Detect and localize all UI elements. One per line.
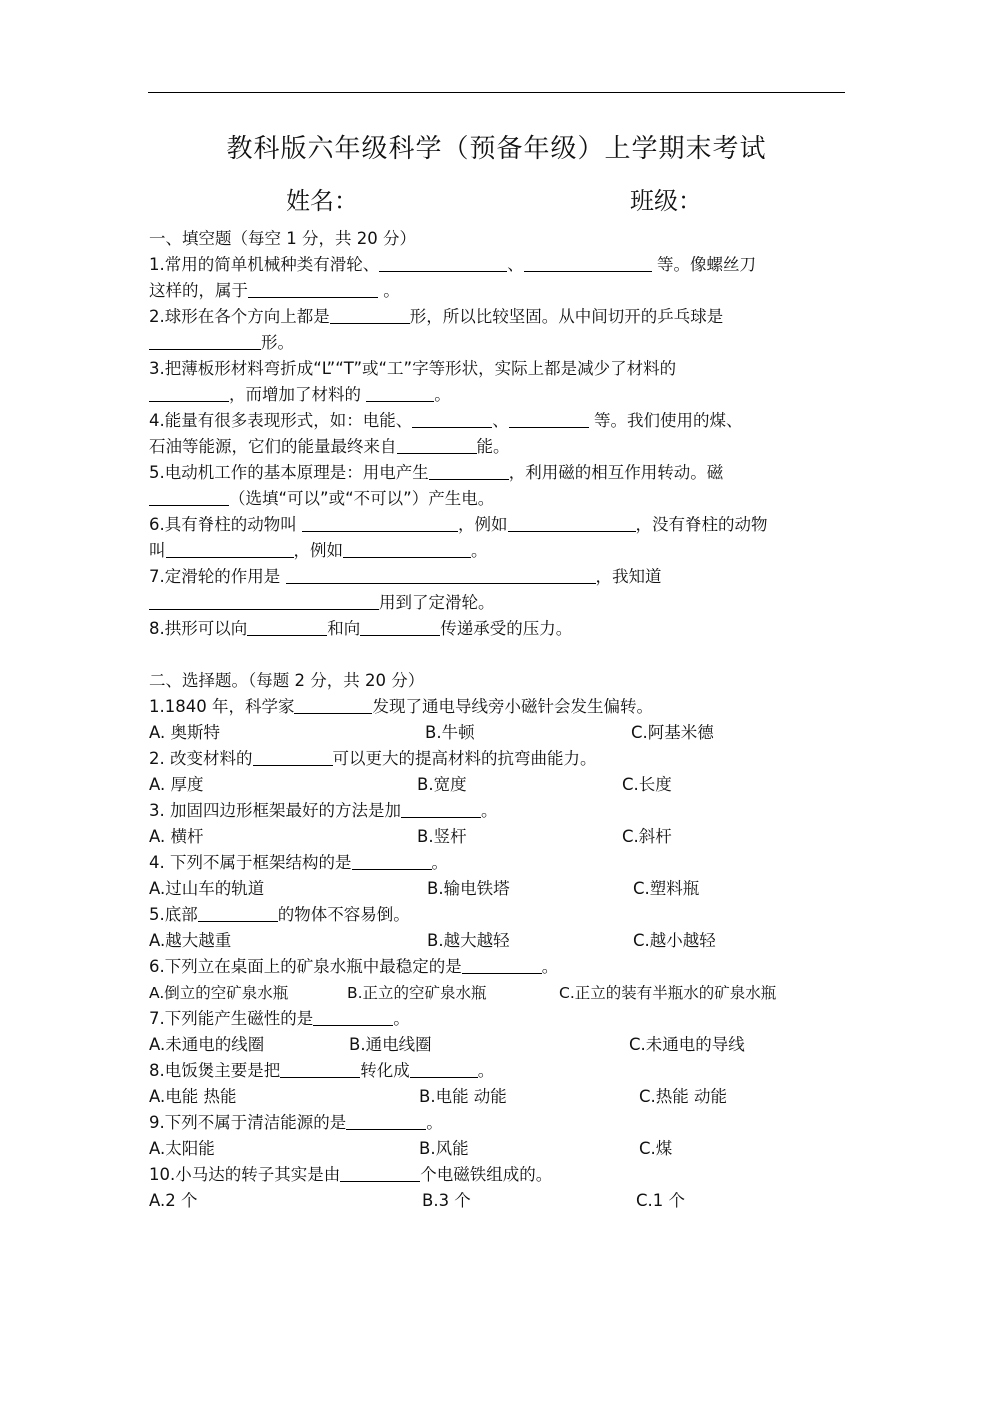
option-a[interactable]: A.倒立的空矿泉水瓶 xyxy=(149,984,289,1002)
answer-blank[interactable] xyxy=(302,513,458,532)
options-row xyxy=(149,720,849,746)
answer-blank[interactable] xyxy=(248,279,378,298)
option-c[interactable]: C.越小越轻 xyxy=(633,931,716,950)
answer-blank[interactable] xyxy=(149,383,229,402)
answer-blank[interactable] xyxy=(412,409,492,428)
name-label: 姓名： xyxy=(286,187,358,215)
answer-blank[interactable] xyxy=(360,617,440,636)
options-row xyxy=(149,772,849,798)
section2-heading: 二、选择题。（每题 2 分，共 20 分） xyxy=(149,671,425,690)
exam-content xyxy=(149,226,849,1214)
answer-blank[interactable] xyxy=(198,903,278,922)
options-row xyxy=(149,1188,849,1214)
fill-line: 8.拱形可以向 和向 传递承受的压力。 xyxy=(149,619,573,638)
option-b[interactable]: B.牛顿 xyxy=(425,723,475,742)
options-row xyxy=(149,1032,849,1058)
answer-blank[interactable] xyxy=(352,851,432,870)
option-c[interactable]: C.塑料瓶 xyxy=(633,879,700,898)
options-row xyxy=(149,1084,849,1110)
answer-blank[interactable] xyxy=(462,955,542,974)
fill-line: 6.具有脊柱的动物叫 ，例如 ，没有脊柱的动物 xyxy=(149,515,768,534)
answer-blank[interactable] xyxy=(401,799,481,818)
option-b[interactable]: B.风能 xyxy=(419,1139,469,1158)
option-b[interactable]: B.输电铁塔 xyxy=(427,879,510,898)
option-c[interactable]: C.煤 xyxy=(639,1139,673,1158)
option-b[interactable]: B.电能 动能 xyxy=(419,1087,507,1106)
answer-blank[interactable] xyxy=(166,539,294,558)
exam-title: 教科版六年级科学（预备年级）上学期末考试 xyxy=(226,134,767,164)
option-c[interactable]: C.正立的装有半瓶水的矿泉水瓶 xyxy=(559,984,777,1002)
option-b[interactable]: B.正立的空矿泉水瓶 xyxy=(347,984,487,1002)
answer-blank[interactable] xyxy=(280,1059,360,1078)
answer-blank[interactable] xyxy=(286,565,596,584)
option-b[interactable]: B.3 个 xyxy=(422,1191,471,1210)
fill-line: 7.定滑轮的作用是 ，我知道 xyxy=(149,567,662,586)
student-info-row xyxy=(0,181,993,217)
options-row xyxy=(149,928,849,954)
answer-blank[interactable] xyxy=(149,591,379,610)
answer-blank[interactable] xyxy=(330,305,410,324)
fill-line: ，而增加了材料的 。 xyxy=(149,382,849,408)
answer-blank[interactable] xyxy=(149,487,229,506)
question: 3. 加固四边形框架最好的方法是加 。 xyxy=(149,801,498,820)
fill-line: 2.球形在各个方向上都是 形，所以比较坚固。从中间切开的乒乓球是 xyxy=(149,307,724,326)
options-row xyxy=(149,980,849,1006)
answer-blank[interactable] xyxy=(509,409,589,428)
answer-blank[interactable] xyxy=(340,1163,420,1182)
fill-line: 叫 ，例如 。 xyxy=(149,541,488,560)
answer-blank[interactable] xyxy=(313,1007,393,1026)
fill-line: 石油等能源，它们的能量最终来自 能。 xyxy=(149,437,510,456)
answer-blank[interactable] xyxy=(508,513,636,532)
option-a[interactable]: A.越大越重 xyxy=(149,931,232,950)
option-b[interactable]: B.宽度 xyxy=(417,775,467,794)
answer-blank[interactable] xyxy=(524,253,652,272)
option-a[interactable]: A.过山车的轨道 xyxy=(149,879,265,898)
option-c[interactable]: C.1 个 xyxy=(636,1191,686,1210)
option-b[interactable]: B.竖杆 xyxy=(417,827,467,846)
option-a[interactable]: A.2 个 xyxy=(149,1191,198,1210)
question: 1.1840 年，科学家 发现了通电导线旁小磁针会发生偏转。 xyxy=(149,697,653,716)
option-a[interactable]: A. 奥斯特 xyxy=(149,723,220,742)
option-a[interactable]: A.电能 热能 xyxy=(149,1087,237,1106)
fill-line: 形。 xyxy=(149,330,849,356)
answer-blank[interactable] xyxy=(346,1111,426,1130)
options-row xyxy=(149,876,849,902)
options-row xyxy=(149,1136,849,1162)
answer-blank[interactable] xyxy=(397,435,477,454)
question: 2. 改变材料的 可以更大的提高材料的抗弯曲能力。 xyxy=(149,749,597,768)
fill-line: （选填“可以”或“不可以”）产生电。 xyxy=(149,486,849,512)
question: 8.电饭煲主要是把 转化成 。 xyxy=(149,1061,495,1080)
option-a[interactable]: A.未通电的线圈 xyxy=(149,1035,265,1054)
answer-blank[interactable] xyxy=(149,331,261,350)
option-b[interactable]: B.越大越轻 xyxy=(427,931,510,950)
answer-blank[interactable] xyxy=(343,539,471,558)
option-b[interactable]: B.通电线圈 xyxy=(349,1035,432,1054)
class-label: 班级： xyxy=(630,187,702,215)
option-a[interactable]: A.太阳能 xyxy=(149,1139,215,1158)
option-c[interactable]: C.热能 动能 xyxy=(639,1087,728,1106)
fill-line: 3.把薄板形材料弯折成“L”“T”或“工”字等形状，实际上都是减少了材料的 xyxy=(149,359,677,378)
option-a[interactable]: A. 厚度 xyxy=(149,775,204,794)
answer-blank[interactable] xyxy=(366,383,434,402)
section-gap xyxy=(149,642,849,668)
fill-line: 1.常用的简单机械种类有滑轮、 、 等。像螺丝刀 xyxy=(149,255,756,274)
options-row xyxy=(149,824,849,850)
answer-blank[interactable] xyxy=(429,461,509,480)
question: 4. 下列不属于框架结构的是 。 xyxy=(149,853,448,872)
option-c[interactable]: C.斜杆 xyxy=(622,827,672,846)
option-c[interactable]: C.阿基米德 xyxy=(631,723,714,742)
section1-heading: 一、填空题（每空 1 分，共 20 分） xyxy=(149,229,416,248)
question: 9.下列不属于清洁能源的是 。 xyxy=(149,1113,443,1132)
fill-line: 这样的，属于 。 xyxy=(149,281,400,300)
answer-blank[interactable] xyxy=(294,695,372,714)
fill-line: 5.电动机工作的基本原理是：用电产生 ，利用磁的相互作用转动。磁 xyxy=(149,463,724,482)
fill-line: 4.能量有很多表现形式，如：电能、 、 等。我们使用的煤、 xyxy=(149,411,743,430)
fill-line: 用到了定滑轮。 xyxy=(149,590,849,616)
question: 7.下列能产生磁性的是 。 xyxy=(149,1009,410,1028)
question: 10.小马达的转子其实是由 个电磁铁组成的。 xyxy=(149,1165,553,1184)
option-a[interactable]: A. 横杆 xyxy=(149,827,204,846)
option-c[interactable]: C.长度 xyxy=(622,775,672,794)
option-c[interactable]: C.未通电的导线 xyxy=(629,1035,745,1054)
question: 5.底部 的物体不容易倒。 xyxy=(149,905,410,924)
answer-blank[interactable] xyxy=(379,253,507,272)
top-rule xyxy=(148,92,845,93)
answer-blank[interactable] xyxy=(247,617,327,636)
answer-blank[interactable] xyxy=(410,1059,478,1078)
answer-blank[interactable] xyxy=(253,747,333,766)
question: 6.下列立在桌面上的矿泉水瓶中最稳定的是 。 xyxy=(149,957,559,976)
